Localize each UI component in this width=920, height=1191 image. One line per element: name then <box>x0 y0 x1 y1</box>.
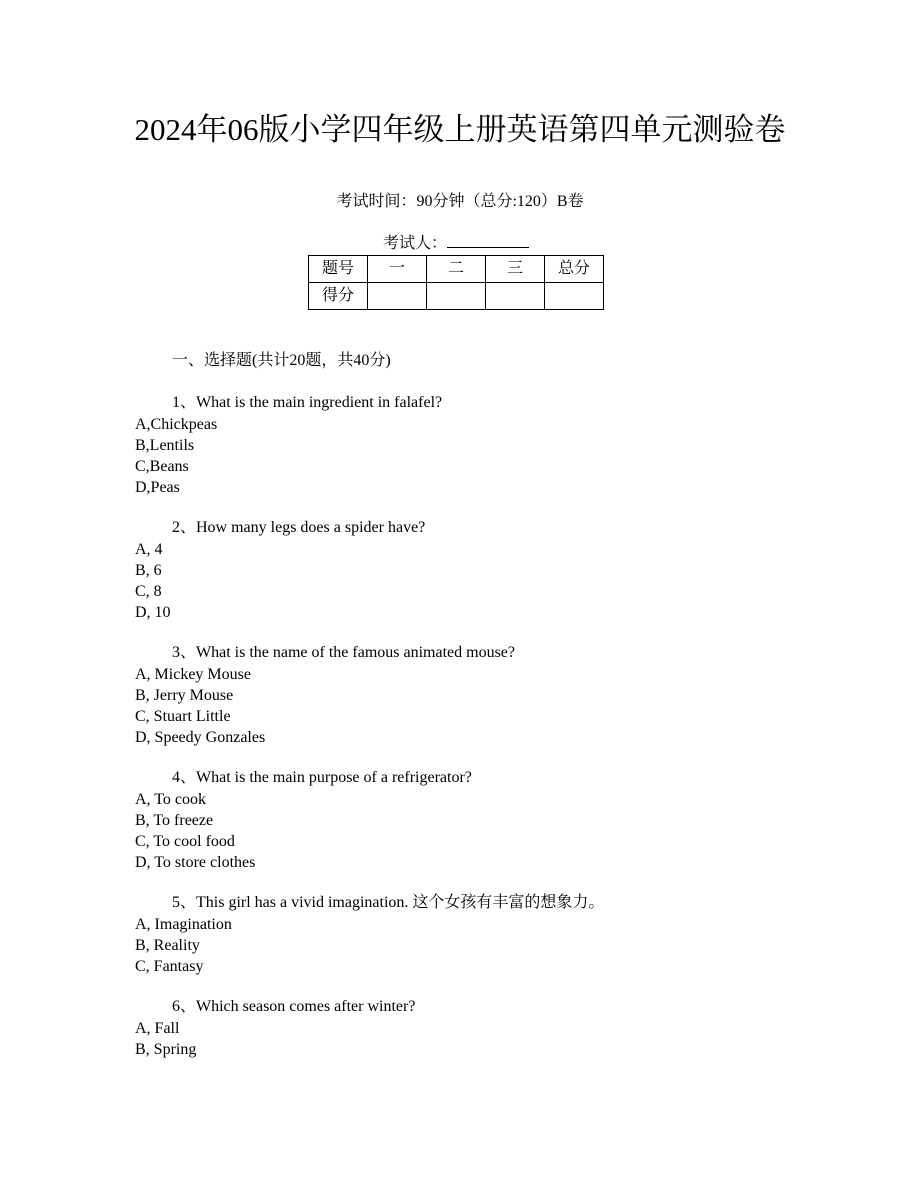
answer-option[interactable]: A, Mickey Mouse <box>135 666 251 683</box>
answer-option[interactable]: B, Jerry Mouse <box>135 687 234 704</box>
section-title: 一、选择题(共计20题，共40分) <box>172 352 391 369</box>
question-text: 6、Which season comes after winter? <box>172 998 416 1015</box>
answer-option[interactable]: A, Imagination <box>135 916 232 933</box>
score-header-cell: 二 <box>427 256 486 283</box>
answer-option[interactable]: C, To cool food <box>135 833 235 850</box>
question-text: 3、What is the name of the famous animated mouse? <box>172 644 516 661</box>
answer-option[interactable]: A, Fall <box>135 1020 180 1037</box>
answer-option[interactable]: D, To store clothes <box>135 854 256 871</box>
score-cell[interactable] <box>427 283 486 310</box>
score-header-cell: 总分 <box>545 256 604 283</box>
question <box>135 892 855 977</box>
answer-option[interactable]: B, Spring <box>135 1041 197 1058</box>
exam-content <box>135 350 855 1079</box>
examinee-label: 考试人： <box>383 235 448 252</box>
answer-option[interactable]: C, Fantasy <box>135 958 204 975</box>
answer-option[interactable]: D,Peas <box>135 479 180 496</box>
exam-title: 2024年06版小学四年级上册英语第四单元测验卷 <box>134 112 786 147</box>
examinee-blank <box>447 233 529 248</box>
question <box>135 996 855 1060</box>
answer-option[interactable]: B, Reality <box>135 937 200 954</box>
answer-option[interactable]: B,Lentils <box>135 437 195 454</box>
answer-option[interactable]: B, To freeze <box>135 812 214 829</box>
answer-option[interactable]: C, Stuart Little <box>135 708 231 725</box>
question <box>135 392 855 498</box>
score-table <box>308 255 604 310</box>
answer-option[interactable]: B, 6 <box>135 562 162 579</box>
score-table-score-row <box>309 283 604 310</box>
answer-option[interactable]: A,Chickpeas <box>135 416 218 433</box>
score-cell[interactable] <box>486 283 545 310</box>
answer-option[interactable]: D, 10 <box>135 604 171 621</box>
score-header-cell: 题号 <box>309 256 368 283</box>
score-header-cell: 三 <box>486 256 545 283</box>
question-text: 2、How many legs does a spider have? <box>172 519 426 536</box>
question <box>135 642 855 748</box>
question-text: 4、What is the main purpose of a refrigerator? <box>172 769 472 786</box>
score-row-label: 得分 <box>309 283 368 310</box>
question <box>135 517 855 623</box>
question-text: 1、What is the main ingredient in falafel? <box>172 394 443 411</box>
examinee-line <box>383 233 529 255</box>
answer-option[interactable]: D, Speedy Gonzales <box>135 729 266 746</box>
answer-option[interactable]: A, To cook <box>135 791 207 808</box>
exam-subtitle: 考试时间：90分钟（总分:120）B卷 <box>336 193 584 210</box>
score-table-header-row <box>309 256 604 283</box>
score-header-cell: 一 <box>368 256 427 283</box>
score-cell[interactable] <box>545 283 604 310</box>
question <box>135 767 855 873</box>
answer-option[interactable]: A, 4 <box>135 541 163 558</box>
question-text: 5、This girl has a vivid imagination. 这个女孩有丰富的想象力。 <box>172 894 605 911</box>
score-cell[interactable] <box>368 283 427 310</box>
answer-option[interactable]: C,Beans <box>135 458 189 475</box>
answer-option[interactable]: C, 8 <box>135 583 162 600</box>
